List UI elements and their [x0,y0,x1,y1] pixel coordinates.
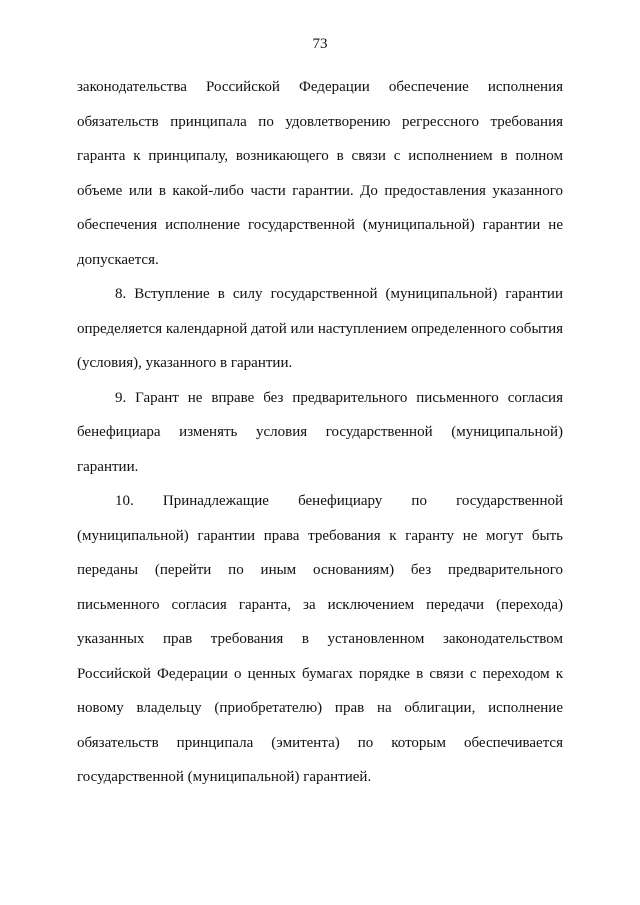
document-body [77,70,563,795]
page-number: 73 [312,36,328,52]
paragraph-item-9: 9. Гарант не вправе без предварительного письменного согласия бенефициара изменять условия государственной (муниципальной) гарантии. [77,389,563,475]
paragraph-item-8: 8. Вступление в силу государственной (муниципальной) гарантии определяется календарной датой или наступлением определенного события (условия), указанного в гарантии. [77,286,563,371]
paragraph-continuation: законодательства Российской Федерации обеспечение исполнения обязательств принципала по удовлетворению регрессного требования гаранта к принципалу, возникающего в связи с исполнением в полном объеме или в какой-либо части гарантии. До предоставления указанного обеспечения исполнение государственной (муниципальной) гарантии не допускается. [77,79,563,268]
paragraph-item-10: 10. Принадлежащие бенефициару по государственной (муниципальной) гарантии права требования к гаранту не могут быть переданы (перейти по иным основаниям) без предварительного письменного согласия гаранта, за исключением передачи (перехода) указанных прав требования в установленном законодательством Российской Федерации о ценных бумагах порядке в связи с переходом к новому владельцу (приобретателю) прав на облигации, исполнение обязательств принципала (эмитента) по которым обеспечивается государственной (муниципальной) гарантией. [77,493,563,785]
